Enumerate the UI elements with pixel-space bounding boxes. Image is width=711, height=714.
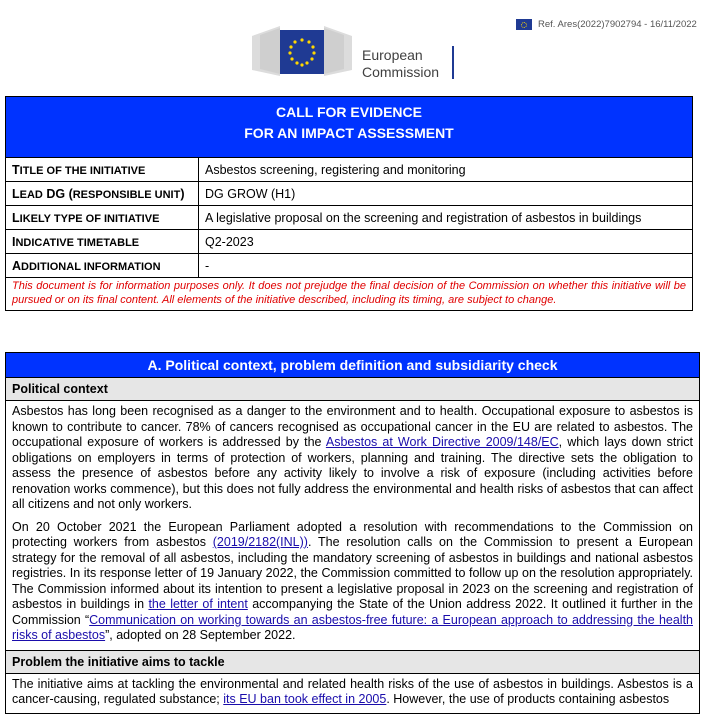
logo-text bbox=[362, 47, 439, 81]
table-row bbox=[6, 158, 692, 182]
section-a-title: A. Political context, problem definition and subsidiarity check bbox=[6, 353, 699, 377]
type-key: LIKELY TYPE OF INITIATIVE bbox=[6, 206, 199, 230]
additional-info-key: ADDITIONAL INFORMATION bbox=[6, 254, 199, 278]
disclaimer-text: This document is for information purposes only. It does not prejudge the final decision of the Commission on whether this initiative will be pursued or on its final content. All elements of the initiative described, including its timing, are subject to change. bbox=[6, 277, 692, 310]
lead-dg-value: DG GROW (H1) bbox=[199, 182, 693, 206]
section-a-box bbox=[5, 352, 700, 714]
timetable-key: INDICATIVE TIMETABLE bbox=[6, 230, 199, 254]
lead-dg-key: LEAD DG (RESPONSIBLE UNIT) bbox=[6, 182, 199, 206]
additional-info-value: - bbox=[199, 254, 693, 278]
table-row bbox=[6, 182, 692, 206]
type-value: A legislative proposal on the screening and registration of asbestos in buildings bbox=[199, 206, 693, 230]
commission-building-icon bbox=[252, 22, 352, 80]
letter-of-intent-link[interactable]: the letter of intent bbox=[148, 597, 248, 611]
initiative-info-box bbox=[5, 96, 693, 311]
title-value: Asbestos screening, registering and monitoring bbox=[199, 158, 693, 182]
resolution-link[interactable]: (2019/2182(INL)) bbox=[212, 535, 308, 549]
header-line-1: CALL FOR EVIDENCE bbox=[276, 104, 422, 120]
reference-line bbox=[516, 19, 697, 30]
paragraph: On 20 October 2021 the European Parliament adopted a resolution with recommendations to the Commission on protecting workers from asbestos (2019/2182(INL)). The resolution calls on the Commission to present a European strategy for the removal of all asbestos, including the mandatory screening of asbestos in buildings and national asbestos registries. In its response letter of 19 January 2022, the Commission committed to follow up on the resolution appropriately. The Commission informed about its intention to present a legislative proposal in 2023 on the screening and registration of asbestos in buildings in the letter of intent accompanying the State of the Union address 2022. It outlined it further in the Commission “Communication on working towards an asbestos-free future: a European approach to addressing the health risks of asbestos”, adopted on 28 September 2022. bbox=[12, 519, 693, 642]
table-row bbox=[6, 254, 692, 278]
timetable-value: Q2-2023 bbox=[199, 230, 693, 254]
eu-ban-link[interactable]: its EU ban took effect in 2005 bbox=[223, 692, 387, 706]
european-commission-logo bbox=[252, 22, 462, 82]
title-key: TITLE OF THE INITIATIVE bbox=[6, 158, 199, 182]
problem-heading: Problem the initiative aims to tackle bbox=[6, 650, 699, 674]
paragraph: Asbestos has long been recognised as a danger to the environment and to health. Occupational exposure to asbestos is known to contribute to cancer. 78% of cancers recognised as occupational cancer in the EU are related to asbestos. The occupational exposure of workers is addressed by the Asbestos at Work Directive 2009/148/EC, which lays down strict obligations on employers in terms of protection of workers, planning and training. The directive sets the obligation to assess the presence of asbestos before any activity likely to involve a risk of exposure (including activities before renovation works commence), but this does not fully address the environmental and health risks of asbestos that can affect all citizens and not only workers. bbox=[12, 404, 693, 511]
asbestos-directive-link[interactable]: Asbestos at Work Directive 2009/148/EC bbox=[325, 435, 559, 449]
political-context-body bbox=[6, 401, 699, 650]
eu-flag-icon bbox=[516, 19, 532, 30]
problem-body bbox=[6, 674, 699, 714]
logo-divider bbox=[452, 46, 454, 79]
communication-link[interactable]: Communication on working towards an asbestos-free future: a European approach to addressing the health risks of asbestos bbox=[12, 612, 693, 642]
political-context-heading: Political context bbox=[6, 377, 699, 401]
table-row bbox=[6, 230, 692, 254]
logo-line-2: Commission bbox=[362, 64, 440, 80]
initiative-info-table bbox=[6, 157, 692, 277]
paragraph: The initiative aims at tackling the environmental and related health risks of the use of asbestos in buildings. Asbestos is a cancer-causing, regulated substance; its EU ban took effect in 2005. However, the use of products containing asbestos bbox=[12, 676, 693, 706]
header-line-2: FOR AN IMPACT ASSESSMENT bbox=[244, 125, 454, 141]
document-header bbox=[6, 97, 692, 157]
logo-line-1: European bbox=[362, 47, 423, 63]
reference-text: Ref. Ares(2022)7902794 - 16/11/2022 bbox=[538, 19, 697, 30]
table-row bbox=[6, 206, 692, 230]
